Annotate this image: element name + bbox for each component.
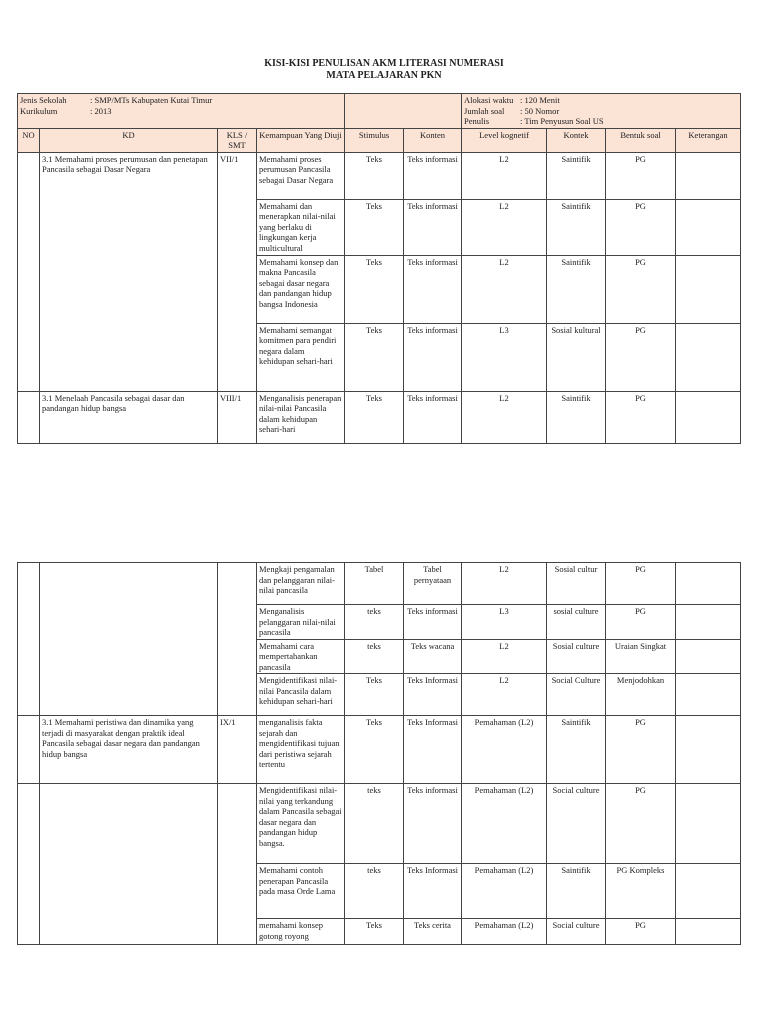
kd-cell	[40, 563, 218, 716]
bentuk-cell: PG	[606, 563, 676, 605]
school-info-left	[18, 94, 345, 129]
bentuk-cell: PG	[606, 919, 676, 945]
header-bentuk: Bentuk soal	[606, 128, 676, 152]
keterangan-cell	[676, 563, 741, 605]
konten-cell: Teks wacana	[404, 639, 462, 674]
stimulus-cell: Teks	[345, 674, 404, 716]
no-cell	[18, 716, 40, 784]
stimulus-cell: Teks	[345, 716, 404, 784]
kontek-cell: sosial culture	[547, 605, 606, 640]
level-cell: L2	[462, 391, 547, 443]
level-cell: L2	[462, 639, 547, 674]
bentuk-cell: Uraian Singkat	[606, 639, 676, 674]
kontek-cell: Saintifik	[547, 199, 606, 255]
kemampuan-cell: Menganalisis pelanggaran nilai-nilai pancasila	[257, 605, 345, 640]
kontek-cell: Social Culture	[547, 674, 606, 716]
stimulus-cell: Teks	[345, 391, 404, 443]
table-row	[18, 716, 741, 784]
bentuk-cell: PG	[606, 605, 676, 640]
kemampuan-cell: Memahami dan menerapkan nilai-nilai yang berlaku di lingkungan kerja multicultural	[257, 199, 345, 255]
level-cell: L2	[462, 199, 547, 255]
kurikulum-label: Kurikulum	[20, 105, 58, 116]
bentuk-cell: PG	[606, 199, 676, 255]
no-cell	[18, 784, 40, 945]
bentuk-cell: Menjodohkan	[606, 674, 676, 716]
konten-cell: Teks Informasi	[404, 674, 462, 716]
kontek-cell: Saintifik	[547, 152, 606, 199]
level-cell: Pemahaman (L2)	[462, 716, 547, 784]
header-kontek: Kontek	[547, 128, 606, 152]
keterangan-cell	[676, 919, 741, 945]
keterangan-cell	[676, 391, 741, 443]
level-cell: Pemahaman (L2)	[462, 919, 547, 945]
keterangan-cell	[676, 674, 741, 716]
header-no: NO	[18, 128, 40, 152]
kls-cell: VIII/1	[218, 391, 257, 443]
kontek-cell: Social culture	[547, 784, 606, 864]
kontek-cell: Saintifik	[547, 391, 606, 443]
kemampuan-cell: Memahami konsep dan makna Pancasila sebagai dasar negara dan pandangan hidup bangsa Indonesia	[257, 255, 345, 323]
level-cell: L3	[462, 323, 547, 391]
bentuk-cell: PG	[606, 255, 676, 323]
kemampuan-cell: Memahami semangat komitmen para pendiri negara dalam kehidupan sehari-hari	[257, 323, 345, 391]
kontek-cell: Sosial cultur	[547, 563, 606, 605]
bentuk-cell: PG	[606, 784, 676, 864]
kd-cell: 3.1 Memahami peristiwa dan dinamika yang terjadi di masyarakat dengan praktik ideal Pancasila sebagai dasar negara dan pandangan hidup bangsa	[40, 716, 218, 784]
header-level: Level kognetif	[462, 128, 547, 152]
stimulus-cell: Teks	[345, 255, 404, 323]
keterangan-cell	[676, 255, 741, 323]
penulis-label: Penulis	[464, 116, 490, 126]
konten-cell: Teks informasi	[404, 199, 462, 255]
kemampuan-cell: memahami konsep gotong royong	[257, 919, 345, 945]
konten-cell: Teks informasi	[404, 391, 462, 443]
keterangan-cell	[676, 323, 741, 391]
table-header-row	[18, 128, 741, 152]
table-row	[18, 784, 741, 864]
konten-cell: Teks informasi	[404, 784, 462, 864]
keterangan-cell	[676, 716, 741, 784]
level-cell: L2	[462, 255, 547, 323]
konten-cell: Teks Informasi	[404, 864, 462, 919]
kemampuan-cell: Mengidentifikasi nilai-nilai yang terkandung dalam Pancasila sebagai dasar negara dan pandangan hidup bangsa.	[257, 784, 345, 864]
stimulus-cell: Teks	[345, 152, 404, 199]
alokasi-label: Alokasi waktu	[464, 95, 514, 105]
kisi-table-page-2	[17, 562, 741, 945]
stimulus-cell: teks	[345, 784, 404, 864]
konten-cell: Teks informasi	[404, 152, 462, 199]
bentuk-cell: PG	[606, 716, 676, 784]
kontek-cell: Saintifik	[547, 255, 606, 323]
no-cell	[18, 563, 40, 716]
bentuk-cell: PG	[606, 391, 676, 443]
keterangan-cell	[676, 639, 741, 674]
jumlah-soal-label: Jumlah soal	[464, 105, 505, 116]
stimulus-cell: Teks	[345, 919, 404, 945]
keterangan-cell	[676, 605, 741, 640]
kls-cell: VII/1	[218, 152, 257, 391]
bentuk-cell: PG	[606, 323, 676, 391]
table-row	[18, 563, 741, 605]
stimulus-cell: teks	[345, 605, 404, 640]
header-kls: KLS / SMT	[218, 128, 257, 152]
penulis-value: : Tim Penyusun Soal US	[520, 116, 604, 126]
header-konten: Konten	[404, 128, 462, 152]
kontek-cell: Saintifik	[547, 716, 606, 784]
no-cell	[18, 152, 40, 391]
kisi-table-page-1	[17, 93, 741, 444]
konten-cell: Tabel pernyataan	[404, 563, 462, 605]
kd-cell	[40, 784, 218, 945]
level-cell: L2	[462, 563, 547, 605]
stimulus-cell: Tabel	[345, 563, 404, 605]
stimulus-cell: teks	[345, 864, 404, 919]
level-cell: L2	[462, 152, 547, 199]
document-subtitle: MATA PELAJARAN PKN	[326, 70, 442, 81]
stimulus-cell: Teks	[345, 199, 404, 255]
bentuk-cell: PG Kompleks	[606, 864, 676, 919]
kemampuan-cell: Menganalisis penerapan nilai-nilai Pancasila dalam kehidupan sehari-hari	[257, 391, 345, 443]
keterangan-cell	[676, 864, 741, 919]
bentuk-cell: PG	[606, 152, 676, 199]
kontek-cell: Social culture	[547, 919, 606, 945]
kls-cell: IX/1	[218, 716, 257, 784]
level-cell: Pemahaman (L2)	[462, 784, 547, 864]
keterangan-cell	[676, 199, 741, 255]
kemampuan-cell: Memahami contoh penerapan Pancasila pada masa Orde Lama	[257, 864, 345, 919]
keterangan-cell	[676, 152, 741, 199]
table-row	[18, 391, 741, 443]
level-cell: L2	[462, 674, 547, 716]
header-kemampuan: Kemampuan Yang Diuji	[257, 128, 345, 152]
kontek-cell: Sosial kultural	[547, 323, 606, 391]
kurikulum-value: : 2013	[90, 105, 112, 116]
header-kd: KD	[40, 128, 218, 152]
konten-cell: Teks informasi	[404, 255, 462, 323]
kontek-cell: Sosial culture	[547, 639, 606, 674]
jenis-sekolah-label: Jenis Sekolah	[20, 95, 67, 105]
header-stimulus: Stimulus	[345, 128, 404, 152]
stimulus-cell: teks	[345, 639, 404, 674]
kemampuan-cell: Mengkaji pengamalan dan pelanggaran nilai-nilai pancasila	[257, 563, 345, 605]
kemampuan-cell: menganalisis fakta sejarah dan mengidentifikasi tujuan dari peristiwa sejarah tertentu	[257, 716, 345, 784]
kemampuan-cell: Memahami cara mempertahankan pancasila	[257, 639, 345, 674]
no-cell	[18, 391, 40, 443]
kemampuan-cell: Memahami proses perumusan Pancasila sebagai Dasar Negara	[257, 152, 345, 199]
kd-cell: 3.1 Memahami proses perumusan dan penetapan Pancasila sebagai Dasar Negara	[40, 152, 218, 391]
jumlah-soal-value: : 50 Nomor	[520, 105, 560, 116]
header-keterangan: Keterangan	[676, 128, 741, 152]
document-title: KISI-KISI PENULISAN AKM LITERASI NUMERASI	[264, 58, 504, 69]
kls-cell	[218, 563, 257, 716]
stimulus-cell: Teks	[345, 323, 404, 391]
alokasi-value: : 120 Menit	[520, 95, 560, 105]
school-info-right	[462, 94, 741, 129]
school-info-row	[18, 94, 741, 129]
table-row	[18, 152, 741, 199]
level-cell: Pemahaman (L2)	[462, 864, 547, 919]
konten-cell: Teks cerita	[404, 919, 462, 945]
kls-cell	[218, 784, 257, 945]
level-cell: L3	[462, 605, 547, 640]
kd-cell: 3.1 Menelaah Pancasila sebagai dasar dan pandangan hidup bangsa	[40, 391, 218, 443]
konten-cell: Teks informasi	[404, 323, 462, 391]
konten-cell: Teks informasi	[404, 605, 462, 640]
kontek-cell: Saintifik	[547, 864, 606, 919]
konten-cell: Teks Informasi	[404, 716, 462, 784]
keterangan-cell	[676, 784, 741, 864]
kemampuan-cell: Mengidentifikasi nilai-nilai Pancasila dalam kehidupan sehari-hari	[257, 674, 345, 716]
jenis-sekolah-value: : SMP/MTs Kabupaten Kutai Timur	[90, 95, 213, 105]
